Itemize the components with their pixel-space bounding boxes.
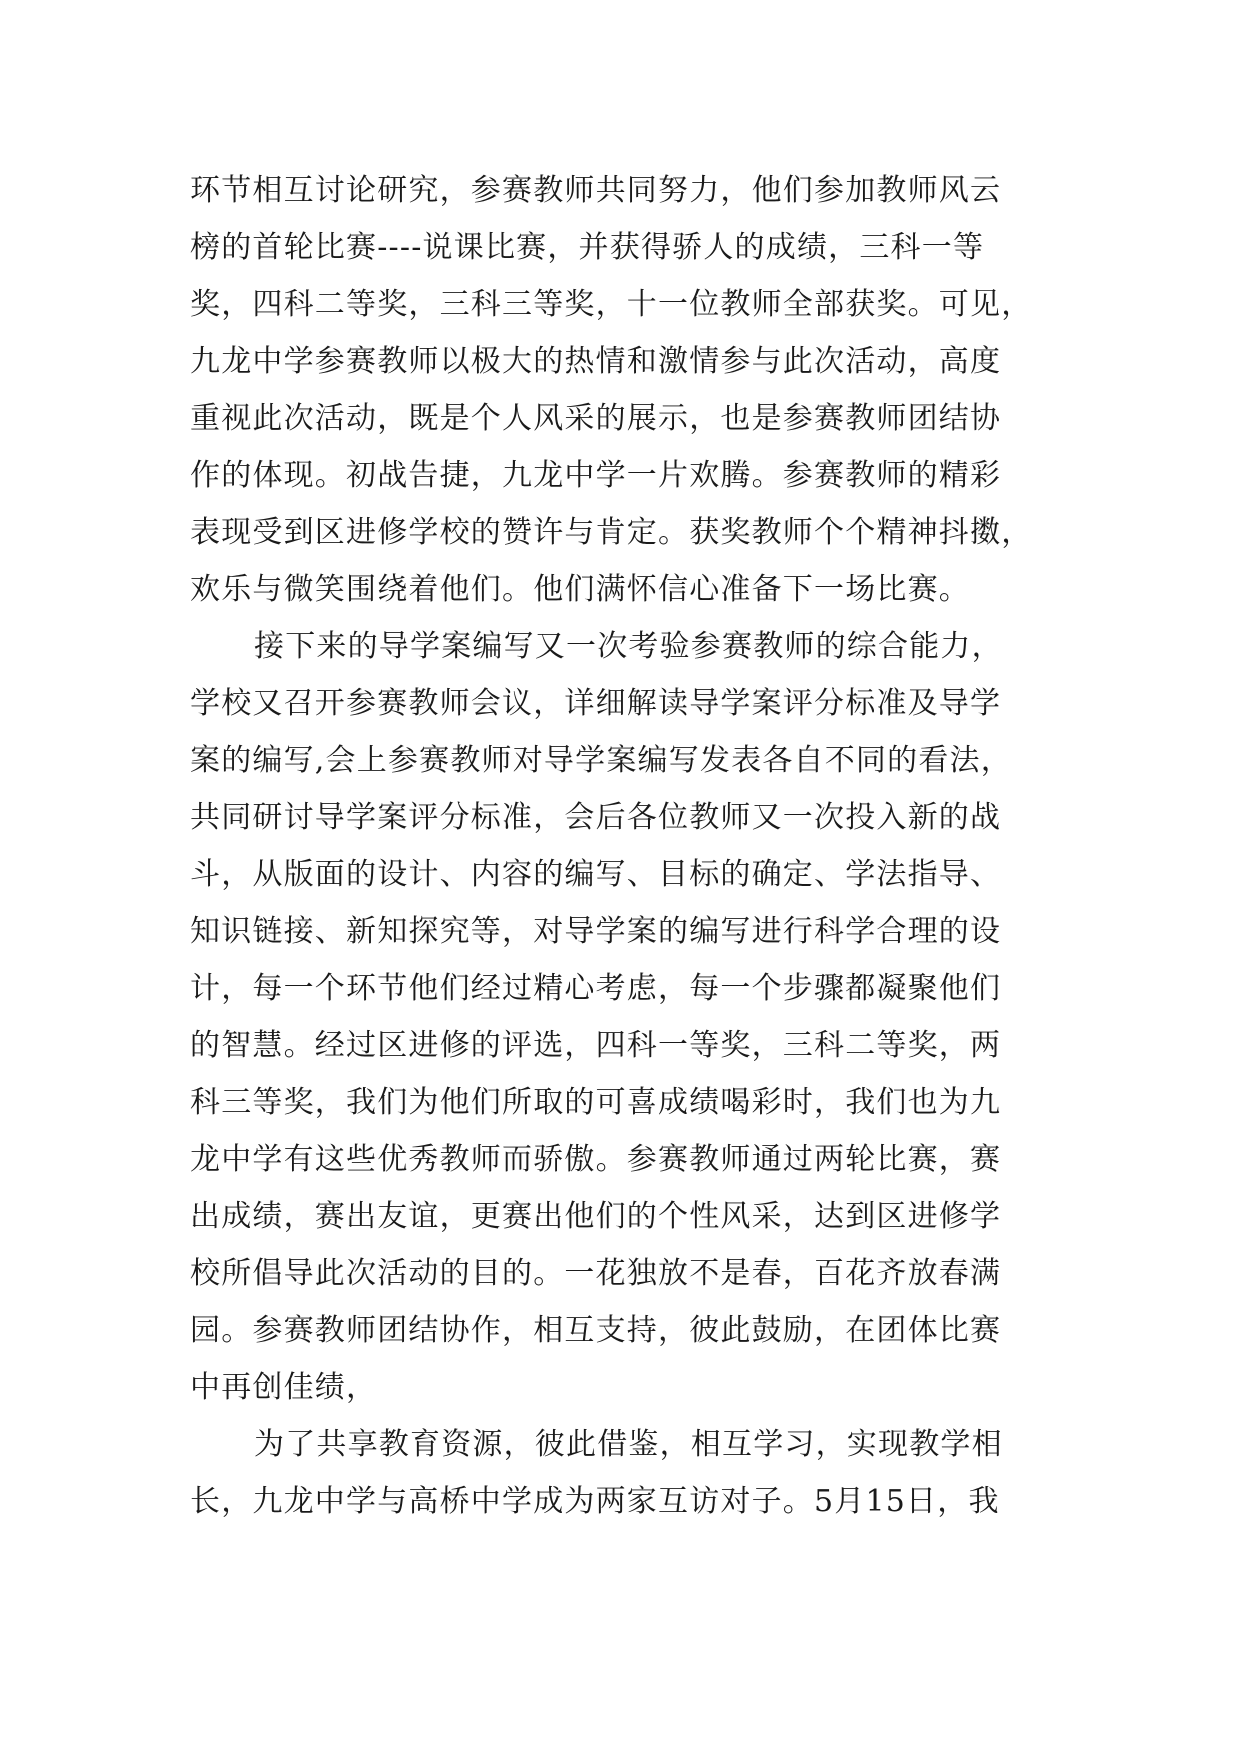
text-line: 接下来的导学案编写又一次考验参赛教师的综合能力，: [254, 629, 1003, 664]
text-line: 园。参赛教师团结协作，相互支持，彼此鼓励，在团体比赛: [190, 1313, 1002, 1348]
text-line: 斗，从版面的设计、内容的编写、目标的确定、学法指导、: [190, 857, 1002, 892]
text-line: 作的体现。初战告捷，九龙中学一片欢腾。参赛教师的精彩: [190, 458, 1002, 493]
text-line: 共同研讨导学案评分标准，会后各位教师又一次投入新的战: [190, 800, 1002, 835]
text-line: 九龙中学参赛教师以极大的热情和激情参与此次活动，高度: [190, 344, 1002, 379]
text-line: 计，每一个环节他们经过精心考虑，每一个步骤都凝聚他们: [190, 971, 1002, 1006]
text-line: 榜的首轮比赛----说课比赛，并获得骄人的成绩，三科一等: [190, 230, 985, 265]
text-line: 案的编写,会上参赛教师对导学案编写发表各自不同的看法，: [190, 743, 1012, 778]
text-line: 龙中学有这些优秀教师而骄傲。参赛教师通过两轮比赛，赛: [190, 1142, 1002, 1177]
text-line: 知识链接、新知探究等，对导学案的编写进行科学合理的设: [190, 914, 1002, 949]
text-line: 出成绩，赛出友谊，更赛出他们的个性风采，达到区进修学: [190, 1199, 1002, 1234]
text-line: 的智慧。经过区进修的评选，四科一等奖，三科二等奖，两: [190, 1028, 1002, 1063]
text-line: 欢乐与微笑围绕着他们。他们满怀信心准备下一场比赛。: [190, 572, 970, 607]
text-line: 校所倡导此次活动的目的。一花独放不是春，百花齐放春满: [190, 1256, 1002, 1291]
text-line: 表现受到区进修学校的赞许与肯定。获奖教师个个精神抖擞，: [190, 515, 1033, 550]
text-line: 学校又召开参赛教师会议，详细解读导学案评分标准及导学: [190, 686, 1002, 721]
text-line: 长，九龙中学与高桥中学成为两家互访对子。5月15日，我: [190, 1484, 1000, 1519]
text-line: 环节相互讨论研究，参赛教师共同努力，他们参加教师风云: [190, 173, 1002, 208]
text-line: 科三等奖，我们为他们所取的可喜成绩喝彩时，我们也为九: [190, 1085, 1002, 1120]
text-line: 为了共享教育资源，彼此借鉴，相互学习，实现教学相: [254, 1427, 1003, 1462]
text-line: 中再创佳绩，: [190, 1370, 378, 1405]
text-line: 重视此次活动，既是个人风采的展示，也是参赛教师团结协: [190, 401, 1002, 436]
body-text: [190, 162, 1050, 1530]
text-line: 奖，四科二等奖，三科三等奖，十一位教师全部获奖。可见，: [190, 287, 1033, 322]
